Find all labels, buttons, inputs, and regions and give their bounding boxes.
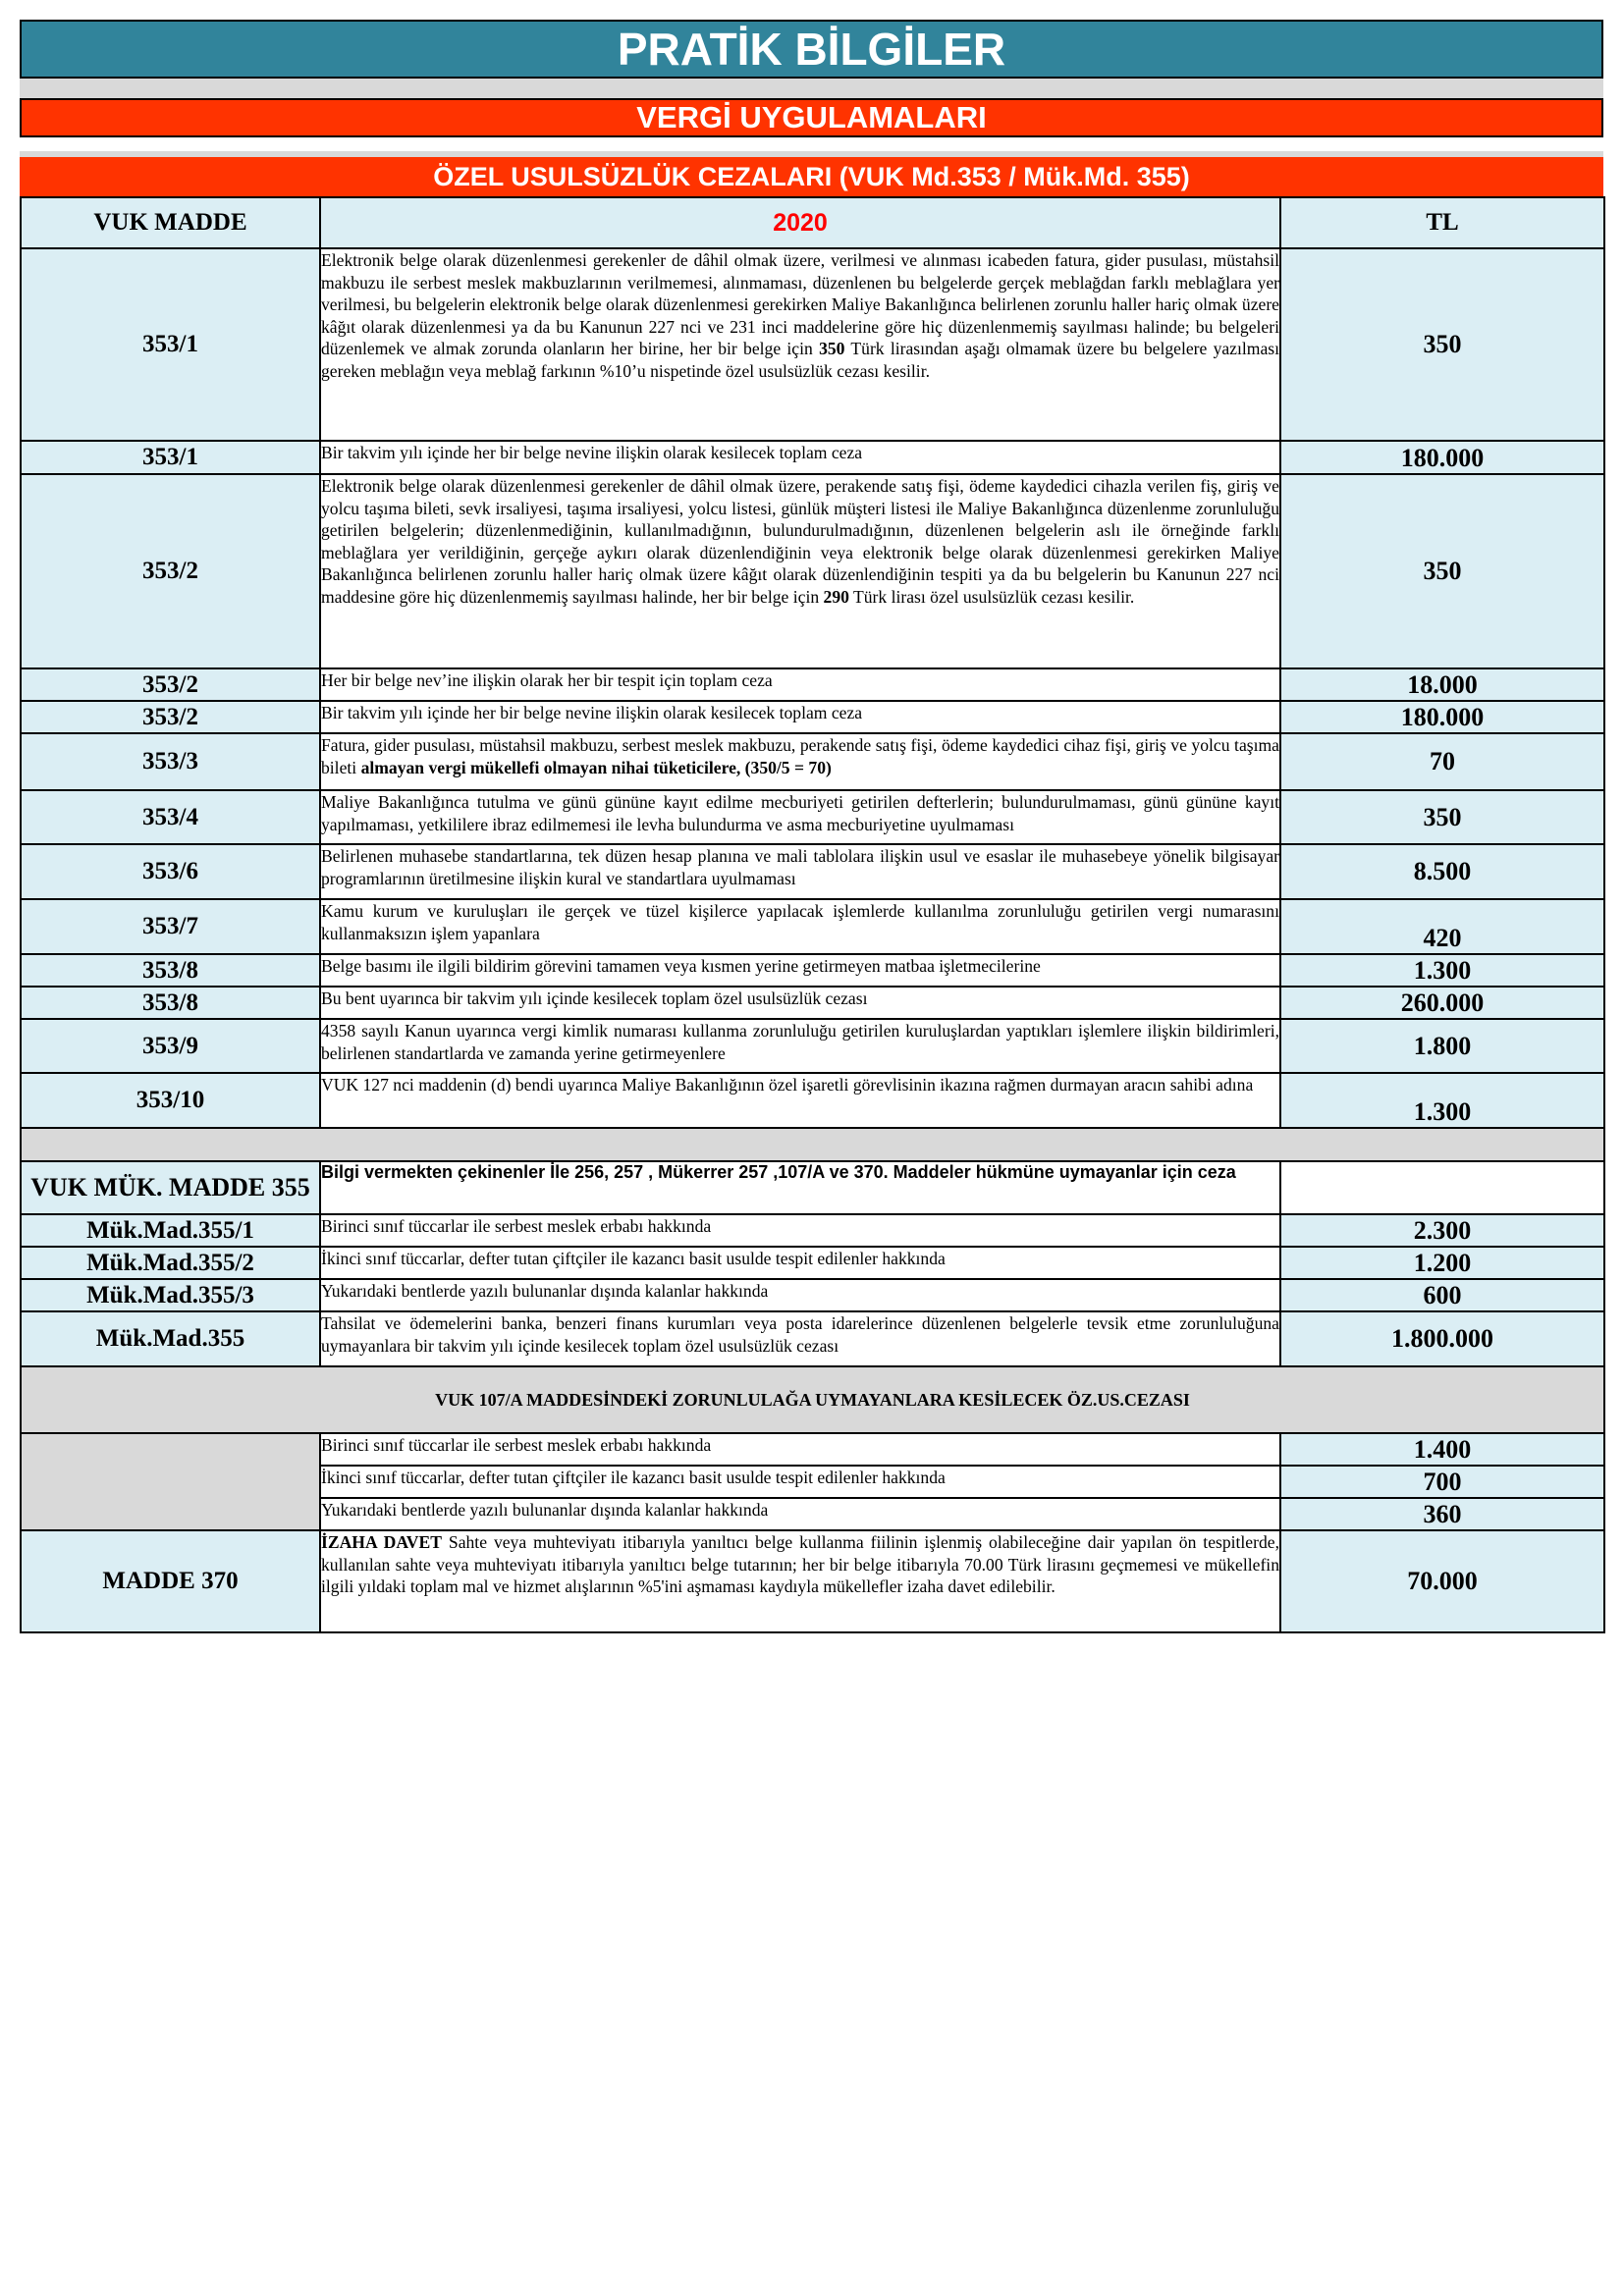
amount-cell: 1.300 — [1280, 1073, 1604, 1128]
desc-cell: VUK 127 nci maddenin (d) bendi uyarınca Maliye Bakanlığının özel işaretli görevlisinin ikazına rağmen durmayan aracın sahibi adına — [320, 1073, 1280, 1128]
desc-bold: 290 — [823, 586, 849, 607]
table-row — [21, 668, 1604, 701]
amount-cell: 1.300 — [1280, 954, 1604, 987]
desc-bold: 350 — [819, 339, 845, 358]
table-row — [21, 441, 1604, 474]
table-row — [21, 790, 1604, 844]
madde-cell: Mük.Mad.355/3 — [21, 1279, 320, 1311]
amount-cell: 700 — [1280, 1466, 1604, 1498]
desc-cell: Kamu kurum ve kuruluşları ile gerçek ve tüzel kişilerce yapılacak işlemlerde kullanılma zorunluluğu getirilen vergi numarasını kullanmaksızın işlem yapanlara — [320, 899, 1280, 954]
madde-cell: 353/9 — [21, 1019, 320, 1073]
amount-cell: 1.400 — [1280, 1433, 1604, 1466]
table-row — [21, 1019, 1604, 1073]
amount-cell: 260.000 — [1280, 987, 1604, 1019]
table-row — [21, 987, 1604, 1019]
madde-cell: 353/1 — [21, 248, 320, 441]
section2-description: Bilgi vermekten çekinenler İle 256, 257 , Mükerrer 257 ,107/A ve 370. Maddeler hükmüne uymayanlar için ceza — [320, 1161, 1280, 1214]
desc-cell: İkinci sınıf tüccarlar, defter tutan çiftçiler ile kazancı basit usulde tespit edilenler hakkında — [320, 1247, 1280, 1279]
desc-cell: Belge basımı ile ilgili bildirim görevini tamamen veya kısmen yerine getirmeyen matbaa işletmecilerine — [320, 954, 1280, 987]
desc-cell: Bu bent uyarınca bir takvim yılı içinde kesilecek toplam özel usulsüzlük cezası — [320, 987, 1280, 1019]
amount-cell: 1.800 — [1280, 1019, 1604, 1073]
amount-cell: 180.000 — [1280, 441, 1604, 474]
madde-cell: 353/3 — [21, 733, 320, 790]
table-row — [21, 1433, 1604, 1466]
desc-cell: Belirlenen muhasebe standartlarına, tek düzen hesap planına ve mali tablolara ilişkin usul ve esaslar ile muhasebeye yönelik bilgisayar programlarının üretilmesine ilişkin kural ve standartlara uyulmaması — [320, 844, 1280, 899]
madde-cell: 353/8 — [21, 987, 320, 1019]
section3-title: VUK 107/A MADDESİNDEKİ ZORUNLULAĞA UYMAYANLARA KESİLECEK ÖZ.US.CEZASI — [21, 1366, 1604, 1433]
table-header — [21, 197, 1604, 248]
section3-title-row — [21, 1366, 1604, 1433]
desc-cell: Her bir belge nev’ine ilişkin olarak her bir tespit için toplam ceza — [320, 668, 1280, 701]
desc-cell: Yukarıdaki bentlerde yazılı bulunanlar dışında kalanlar hakkında — [320, 1498, 1280, 1530]
separator-row — [21, 1128, 1604, 1161]
table-row — [21, 954, 1604, 987]
madde-cell: Mük.Mad.355/2 — [21, 1247, 320, 1279]
table-row — [21, 1073, 1604, 1128]
amount-cell: 350 — [1280, 474, 1604, 668]
madde-cell: 353/4 — [21, 790, 320, 844]
page-subtitle: VERGİ UYGULAMALARI — [20, 98, 1603, 137]
table-row — [21, 899, 1604, 954]
desc-cell — [320, 1530, 1280, 1632]
section-title: ÖZEL USULSÜZLÜK CEZALARI (VUK Md.353 / Mük.Md. 355) — [20, 157, 1603, 196]
desc-cell: Bir takvim yılı içinde her bir belge nevine ilişkin olarak kesilecek toplam ceza — [320, 701, 1280, 733]
amount-cell: 70.000 — [1280, 1530, 1604, 1632]
amount-cell: 350 — [1280, 248, 1604, 441]
spacer — [20, 137, 1603, 151]
madde-cell: 353/8 — [21, 954, 320, 987]
madde-cell: Mük.Mad.355/1 — [21, 1214, 320, 1247]
desc-text: Elektronik belge olarak düzenlenmesi gerekenler de dâhil olmak üzere, verilmesi ve alınması icabeden fatura, gider pusulası, müstahsil makbuzu ile serbest meslek makbuzlarının verilmemesi, alınmaması, düzenlenen bu belgelerde gerçek meblağdan farklı meblağlara yer verilmesi, bu belgelerin elektronik belge olarak düzenlenmesi gerekirken Maliye Bakanlığınca belirlenen zorunlu haller hariç olmak üzere kâğıt olarak düzenlenmesi ya da bu Kanunun 227 nci ve 231 inci maddelerine göre hiç düzenlenmemiş sayılması halinde; bu belgeleri düzenlemek ve almak zorunda olanların her birine, her bir belge için — [321, 250, 1279, 358]
header-madde: VUK MADDE — [21, 197, 320, 248]
separator — [21, 1128, 1604, 1161]
spacer — [20, 79, 1603, 98]
madde-cell: Mük.Mad.355 — [21, 1311, 320, 1366]
amount-cell: 1.800.000 — [1280, 1311, 1604, 1366]
table-row — [21, 701, 1604, 733]
desc-cell: Bir takvim yılı içinde her bir belge nevine ilişkin olarak kesilecek toplam ceza — [320, 441, 1280, 474]
amount-cell: 8.500 — [1280, 844, 1604, 899]
table-row — [21, 1311, 1604, 1366]
desc-cell: Yukarıdaki bentlerde yazılı bulunanlar dışında kalanlar hakkında — [320, 1279, 1280, 1311]
desc-cell — [320, 474, 1280, 668]
madde-cell: 353/6 — [21, 844, 320, 899]
document-sheet — [20, 20, 1603, 1633]
desc-cell — [320, 733, 1280, 790]
table-row — [21, 1279, 1604, 1311]
table-row — [21, 1214, 1604, 1247]
madde-cell: 353/10 — [21, 1073, 320, 1128]
amount-cell: 18.000 — [1280, 668, 1604, 701]
desc-cell: 4358 sayılı Kanun uyarınca vergi kimlik numarası kullanma zorunluluğu getirilen kuruluşlardan yaptıkları işlemlere ilişkin bildirimleri, belirlenen standartlarda ve zamanda yerine getirmeyenlere — [320, 1019, 1280, 1073]
section2-blank — [1280, 1161, 1604, 1214]
amount-cell: 180.000 — [1280, 701, 1604, 733]
madde-cell: 353/2 — [21, 701, 320, 733]
table-row — [21, 733, 1604, 790]
table-row — [21, 248, 1604, 441]
amount-cell: 2.300 — [1280, 1214, 1604, 1247]
table-row — [21, 844, 1604, 899]
madde-cell: 353/7 — [21, 899, 320, 954]
desc-cell — [320, 248, 1280, 441]
desc-text: Türk lirası özel usulsüzlük cezası kesilir. — [848, 586, 1135, 607]
penalty-table — [20, 196, 1605, 1633]
desc-text: Türk lirasından aşağı olmamak üzere bu belgelere yazılması gereken meblağın veya meblağ farkının %10’u nispetinde özel usulsüzlük cezası kesilir. — [321, 339, 1279, 381]
desc-cell: Birinci sınıf tüccarlar ile serbest meslek erbabı hakkında — [320, 1214, 1280, 1247]
desc-bold: almayan vergi mükellefi olmayan nihai tüketicilere, (350/5 = 70) — [360, 757, 832, 777]
table-row — [21, 1247, 1604, 1279]
amount-cell: 350 — [1280, 790, 1604, 844]
desc-text: Sahte veya muhteviyatı itibarıyla yanıltıcı belge kullanma fiilinin işlenmiş olabileceğine dair yapılan ön tespitlerde, kullanılan sahte veya muhteviyatı itibarıyla yanıltıcı belge tutarının; her bir belge itibarıyla 70.00 Türk lirasını geçmemesi ve mükellefin ilgili yıldaki toplam mal ve hizmet alışlarının %5'ini aşmaması kaydıyla mükellefler izaha davet edilebilir. — [321, 1532, 1279, 1596]
madde-cell: 353/1 — [21, 441, 320, 474]
desc-cell: Birinci sınıf tüccarlar ile serbest meslek erbabı hakkında — [320, 1433, 1280, 1466]
desc-bold: İZAHA DAVET — [321, 1532, 442, 1552]
section2-header — [21, 1161, 1604, 1214]
amount-cell: 1.200 — [1280, 1247, 1604, 1279]
desc-text: Elektronik belge olarak düzenlenmesi gerekenler de dâhil olmak üzere, perakende satış fişi, ödeme kaydedici cihazla verilen fiş, giriş ve yolcu taşıma bileti, sevk irsaliyesi, taşıma irsaliyesi, yolcu listesi, günlük müşteri listesi ile Maliye Bakanlığınca düzenlenme zorunluluğu getirilen belgelerin; düzenlenmediğinin, kullanılmadığının, bulundurulmadığının, düzenlenen belgelerin aslı ile örneğinde farklı meblağlara yer verildiğinin, gerçeğe aykırı olarak düzenlendiğinin veya elektronik belge olarak düzenlenmesi gerekirken Maliye Bakanlığınca belirlenen zorunlu haller hariç olmak üzere kâğıt olarak düzenlendiğinin tespiti ya da bu belgelerin bu Kanunun 227 nci maddesine göre hiç düzenlenmemiş sayılması halinde, her bir belge için — [321, 476, 1279, 607]
amount-cell: 420 — [1280, 899, 1604, 954]
desc-cell: Tahsilat ve ödemelerini banka, benzeri finans kurumları veya posta idarelerince düzenlenen belgelerle tevsik etme zorunluluğuna uymayanlara bir takvim yılı içinde kesilecek toplam özel usulsüzlük cezası — [320, 1311, 1280, 1366]
desc-cell: Maliye Bakanlığınca tutulma ve günü gününe kayıt edilme mecburiyeti getirilen defterlerin; bulundurulmaması, günü gününe kayıt yapılmaması, yetkililere ibraz edilmemesi ile levha bulundurma ve asma mecburiyetine uyulmaması — [320, 790, 1280, 844]
section2-madde-label: VUK MÜK. MADDE 355 — [21, 1161, 320, 1214]
header-year: 2020 — [320, 197, 1280, 248]
madde-cell: 353/2 — [21, 474, 320, 668]
madde-cell: 353/2 — [21, 668, 320, 701]
table-row — [21, 474, 1604, 668]
amount-cell: 360 — [1280, 1498, 1604, 1530]
amount-cell: 600 — [1280, 1279, 1604, 1311]
madde-cell: MADDE 370 — [21, 1530, 320, 1632]
page-title: PRATİK BİLGİLER — [20, 20, 1603, 79]
desc-cell: İkinci sınıf tüccarlar, defter tutan çiftçiler ile kazancı basit usulde tespit edilenler hakkında — [320, 1466, 1280, 1498]
table-row — [21, 1530, 1604, 1632]
desc-text: Fatura, gider pusulası, müstahsil makbuzu, serbest meslek makbuzu, perakende satış fişi, ödeme kaydedici cihaz fişi, giriş ve yolcu taşıma bileti — [321, 735, 1279, 777]
amount-cell: 70 — [1280, 733, 1604, 790]
header-tl: TL — [1280, 197, 1604, 248]
section3-blank — [21, 1433, 320, 1530]
